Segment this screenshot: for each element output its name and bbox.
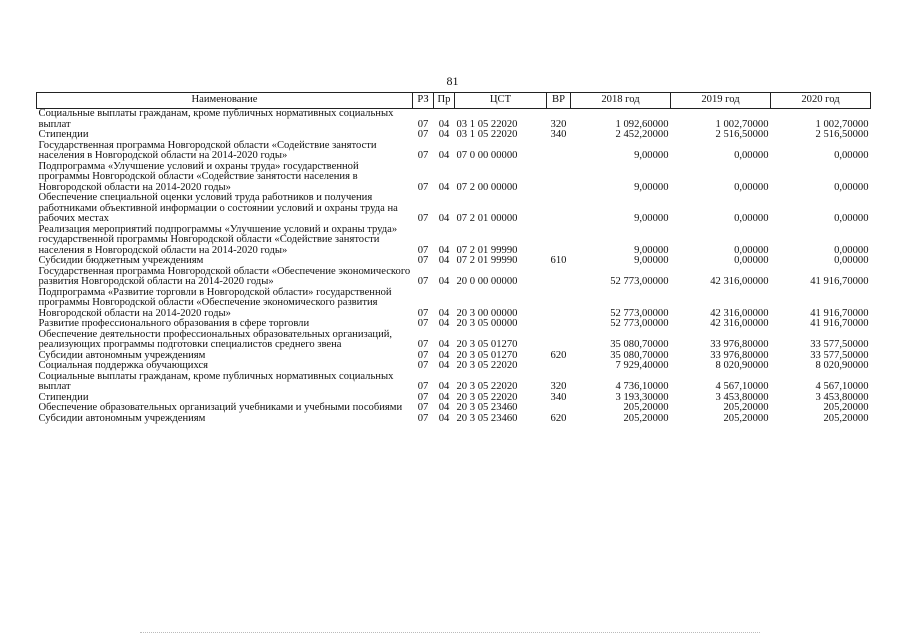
row-cst: 20 3 05 01270	[456, 339, 518, 350]
row-cst: 03 1 05 22020	[456, 118, 518, 130]
row-2018: 9,00000	[634, 255, 669, 266]
row-vr	[547, 162, 571, 194]
row-cst: 20 3 05 22020	[456, 381, 518, 392]
row-2020: 205,20000	[823, 412, 869, 424]
row-2020: 0,00000	[834, 150, 869, 161]
row-pr: 04	[438, 349, 450, 361]
row-rz: 07	[417, 318, 429, 329]
row-2018: 35 080,70000	[610, 349, 669, 361]
row-cst: 20 3 05 22020	[456, 360, 518, 371]
row-2019: 0,00000	[734, 244, 769, 256]
header-vr: ВР	[547, 93, 571, 109]
row-2019: 33 976,80000	[710, 339, 769, 350]
row-vr	[547, 288, 571, 320]
header-rz: РЗ	[413, 93, 434, 109]
row-name: Субсидии автономным учреждениям	[38, 349, 206, 361]
row-name: Социальная поддержка обучающихся	[38, 360, 209, 371]
row-rz: 07	[417, 402, 429, 413]
table-row	[37, 319, 871, 330]
table-row	[37, 162, 871, 194]
table-row	[37, 372, 871, 393]
row-2020: 41 916,70000	[810, 318, 869, 329]
row-pr: 04	[438, 360, 450, 371]
row-2019: 205,20000	[723, 402, 769, 413]
row-2018: 9,00000	[634, 181, 669, 193]
row-pr: 04	[438, 129, 450, 140]
row-2019: 1 002,70000	[715, 118, 769, 130]
row-cst: 07 2 00 00000	[456, 181, 518, 193]
row-pr: 04	[438, 181, 450, 193]
row-2019: 3 453,80000	[715, 391, 769, 403]
row-cst: 20 0 00 00000	[456, 276, 518, 287]
row-pr: 04	[438, 150, 450, 161]
row-2020: 41 916,70000	[810, 276, 869, 287]
row-2018: 205,20000	[623, 402, 669, 413]
row-pr: 04	[438, 339, 450, 350]
row-2020: 3 453,80000	[815, 391, 869, 403]
row-vr	[547, 330, 571, 351]
header-pr: Пр	[434, 93, 455, 109]
row-2018: 3 193,30000	[615, 391, 669, 403]
row-name: Социальные выплаты гражданам, кроме публичных нормативных социальных выплат	[38, 370, 394, 392]
row-vr	[547, 225, 571, 257]
row-rz: 07	[417, 255, 429, 266]
row-name: Стипендии	[38, 391, 89, 403]
row-rz: 07	[417, 276, 429, 287]
row-vr: 610	[550, 255, 567, 266]
row-cst: 07 2 01 99990	[456, 244, 518, 256]
row-2018: 7 929,40000	[615, 360, 669, 371]
row-2020: 205,20000	[823, 402, 869, 413]
row-2020: 33 577,50000	[810, 339, 869, 350]
row-rz: 07	[417, 391, 429, 403]
header-cst: ЦСТ	[455, 93, 547, 109]
header-2019: 2019 год	[671, 93, 771, 109]
row-2020: 1 002,70000	[815, 118, 869, 130]
row-name: Подпрограмма «Развитие торговли в Новгородской области» государственной программы Новгородской области «Обеспечение экономического развития Новгородской области на 2014-2020 годы»	[38, 286, 392, 319]
row-vr	[547, 193, 571, 225]
table-row	[37, 330, 871, 351]
row-rz: 07	[417, 381, 429, 392]
row-2020: 4 567,10000	[815, 381, 869, 392]
row-name: Реализация мероприятий подпрограммы «Улучшение условий и охраны труда» государственной программы Новгородской области «Содействие занятости населения в Новгородской области на 2014-2020 годы»	[38, 223, 398, 256]
row-2020: 2 516,50000	[815, 129, 869, 140]
row-cst: 20 3 05 23460	[456, 402, 518, 413]
row-vr	[547, 141, 571, 162]
row-2019: 0,00000	[734, 150, 769, 161]
row-pr: 04	[438, 402, 450, 413]
row-2020: 0,00000	[834, 255, 869, 266]
table-row	[37, 193, 871, 225]
row-cst: 20 3 00 00000	[456, 307, 518, 319]
table-row	[37, 361, 871, 372]
row-cst: 07 2 01 00000	[456, 213, 518, 224]
row-2019: 2 516,50000	[715, 129, 769, 140]
table-row	[37, 130, 871, 141]
row-2019: 0,00000	[734, 255, 769, 266]
row-rz: 07	[417, 213, 429, 224]
row-2018: 52 773,00000	[610, 307, 669, 319]
row-2020: 41 916,70000	[810, 307, 869, 319]
row-name: Развитие профессионального образования в сфере торговли	[38, 318, 310, 329]
row-2018: 52 773,00000	[610, 276, 669, 287]
row-pr: 04	[438, 255, 450, 266]
row-vr: 340	[550, 391, 567, 403]
row-vr: 620	[550, 349, 567, 361]
row-rz: 07	[417, 349, 429, 361]
row-rz: 07	[417, 181, 429, 193]
row-vr	[547, 403, 571, 414]
row-rz: 07	[417, 307, 429, 319]
row-pr: 04	[438, 307, 450, 319]
row-cst: 20 3 05 00000	[456, 318, 518, 329]
row-2019: 0,00000	[734, 181, 769, 193]
row-2018: 1 092,60000	[615, 118, 669, 130]
row-rz: 07	[417, 118, 429, 130]
row-rz: 07	[417, 150, 429, 161]
row-rz: 07	[417, 339, 429, 350]
row-2019: 33 976,80000	[710, 349, 769, 361]
row-cst: 07 0 00 00000	[456, 150, 518, 161]
table-row	[37, 288, 871, 320]
table-row	[37, 225, 871, 257]
row-2018: 9,00000	[634, 244, 669, 256]
row-cst: 20 3 05 23460	[456, 412, 518, 424]
row-vr	[547, 267, 571, 288]
row-name: Государственная программа Новгородской области «Обеспечение экономического развития Новгородской области на 2014-2020 годы»	[38, 265, 411, 287]
row-name: Обеспечение деятельности профессиональных образовательных организаций, реализующих программы подготовки специалистов среднего звена	[38, 328, 393, 350]
row-2019: 42 316,00000	[710, 307, 769, 319]
row-2018: 205,20000	[623, 412, 669, 424]
row-rz: 07	[417, 129, 429, 140]
row-name: Субсидии автономным учреждениям	[38, 412, 206, 424]
row-pr: 04	[438, 276, 450, 287]
row-name: Социальные выплаты гражданам, кроме публичных нормативных социальных выплат	[38, 108, 394, 130]
table-row	[37, 256, 871, 267]
table-header-row	[37, 93, 871, 109]
row-2018: 2 452,20000	[615, 129, 669, 140]
row-cst: 07 2 01 99990	[456, 255, 518, 266]
table-row	[37, 109, 871, 131]
row-name: Субсидии бюджетным учреждениям	[38, 255, 204, 266]
budget-table	[36, 92, 871, 424]
page-number: 81	[446, 74, 459, 88]
row-2018: 4 736,10000	[615, 381, 669, 392]
row-2019: 4 567,10000	[715, 381, 769, 392]
row-rz: 07	[417, 360, 429, 371]
row-2020: 8 020,90000	[815, 360, 869, 371]
row-2018: 9,00000	[634, 150, 669, 161]
row-vr: 620	[550, 412, 567, 424]
row-2020: 33 577,50000	[810, 349, 869, 361]
row-pr: 04	[438, 213, 450, 224]
row-pr: 04	[438, 391, 450, 403]
row-rz: 07	[417, 412, 429, 424]
row-name: Обеспечение специальной оценки условий труда работников и получения работниками объективной информации о состоянии условий и охраны труда на рабочих местах	[38, 192, 398, 224]
row-vr: 320	[550, 381, 567, 392]
table-row	[37, 267, 871, 288]
row-pr: 04	[438, 244, 450, 256]
row-vr: 340	[550, 129, 567, 140]
row-2020: 0,00000	[834, 244, 869, 256]
row-vr: 320	[550, 118, 567, 130]
row-cst: 20 3 05 22020	[456, 391, 518, 403]
row-2019: 42 316,00000	[710, 276, 769, 287]
header-2020: 2020 год	[771, 93, 871, 109]
table-body	[37, 109, 871, 425]
row-pr: 04	[438, 412, 450, 424]
row-pr: 04	[438, 381, 450, 392]
row-name: Подпрограмма «Улучшение условий и охраны труда» государственной программы Новгородской области «Содействие занятости населения в Новгородской области на 2014-2020 годы»	[38, 160, 359, 193]
row-2019: 0,00000	[734, 213, 769, 224]
row-2019: 42 316,00000	[710, 318, 769, 329]
row-cst: 20 3 05 01270	[456, 349, 518, 361]
header-name: Наименование	[37, 93, 413, 109]
table-row	[37, 141, 871, 162]
row-name: Обеспечение образовательных организаций учебниками и учебными пособиями	[38, 402, 403, 413]
row-2018: 9,00000	[634, 213, 669, 224]
table-row	[37, 403, 871, 414]
row-2020: 0,00000	[834, 181, 869, 193]
page-bottom-rule	[140, 632, 760, 633]
row-vr	[547, 361, 571, 372]
row-rz: 07	[417, 244, 429, 256]
row-name: Стипендии	[38, 129, 89, 140]
row-pr: 04	[438, 318, 450, 329]
row-name: Государственная программа Новгородской области «Содействие занятости населения в Новгородской области на 2014-2020 годы»	[38, 139, 377, 161]
row-2020: 0,00000	[834, 213, 869, 224]
row-2018: 35 080,70000	[610, 339, 669, 350]
row-vr	[547, 319, 571, 330]
row-2019: 205,20000	[723, 412, 769, 424]
table-row	[37, 414, 871, 425]
row-pr: 04	[438, 118, 450, 130]
header-2018: 2018 год	[571, 93, 671, 109]
row-cst: 03 1 05 22020	[456, 129, 518, 140]
row-2019: 8 020,90000	[715, 360, 769, 371]
row-2018: 52 773,00000	[610, 318, 669, 329]
